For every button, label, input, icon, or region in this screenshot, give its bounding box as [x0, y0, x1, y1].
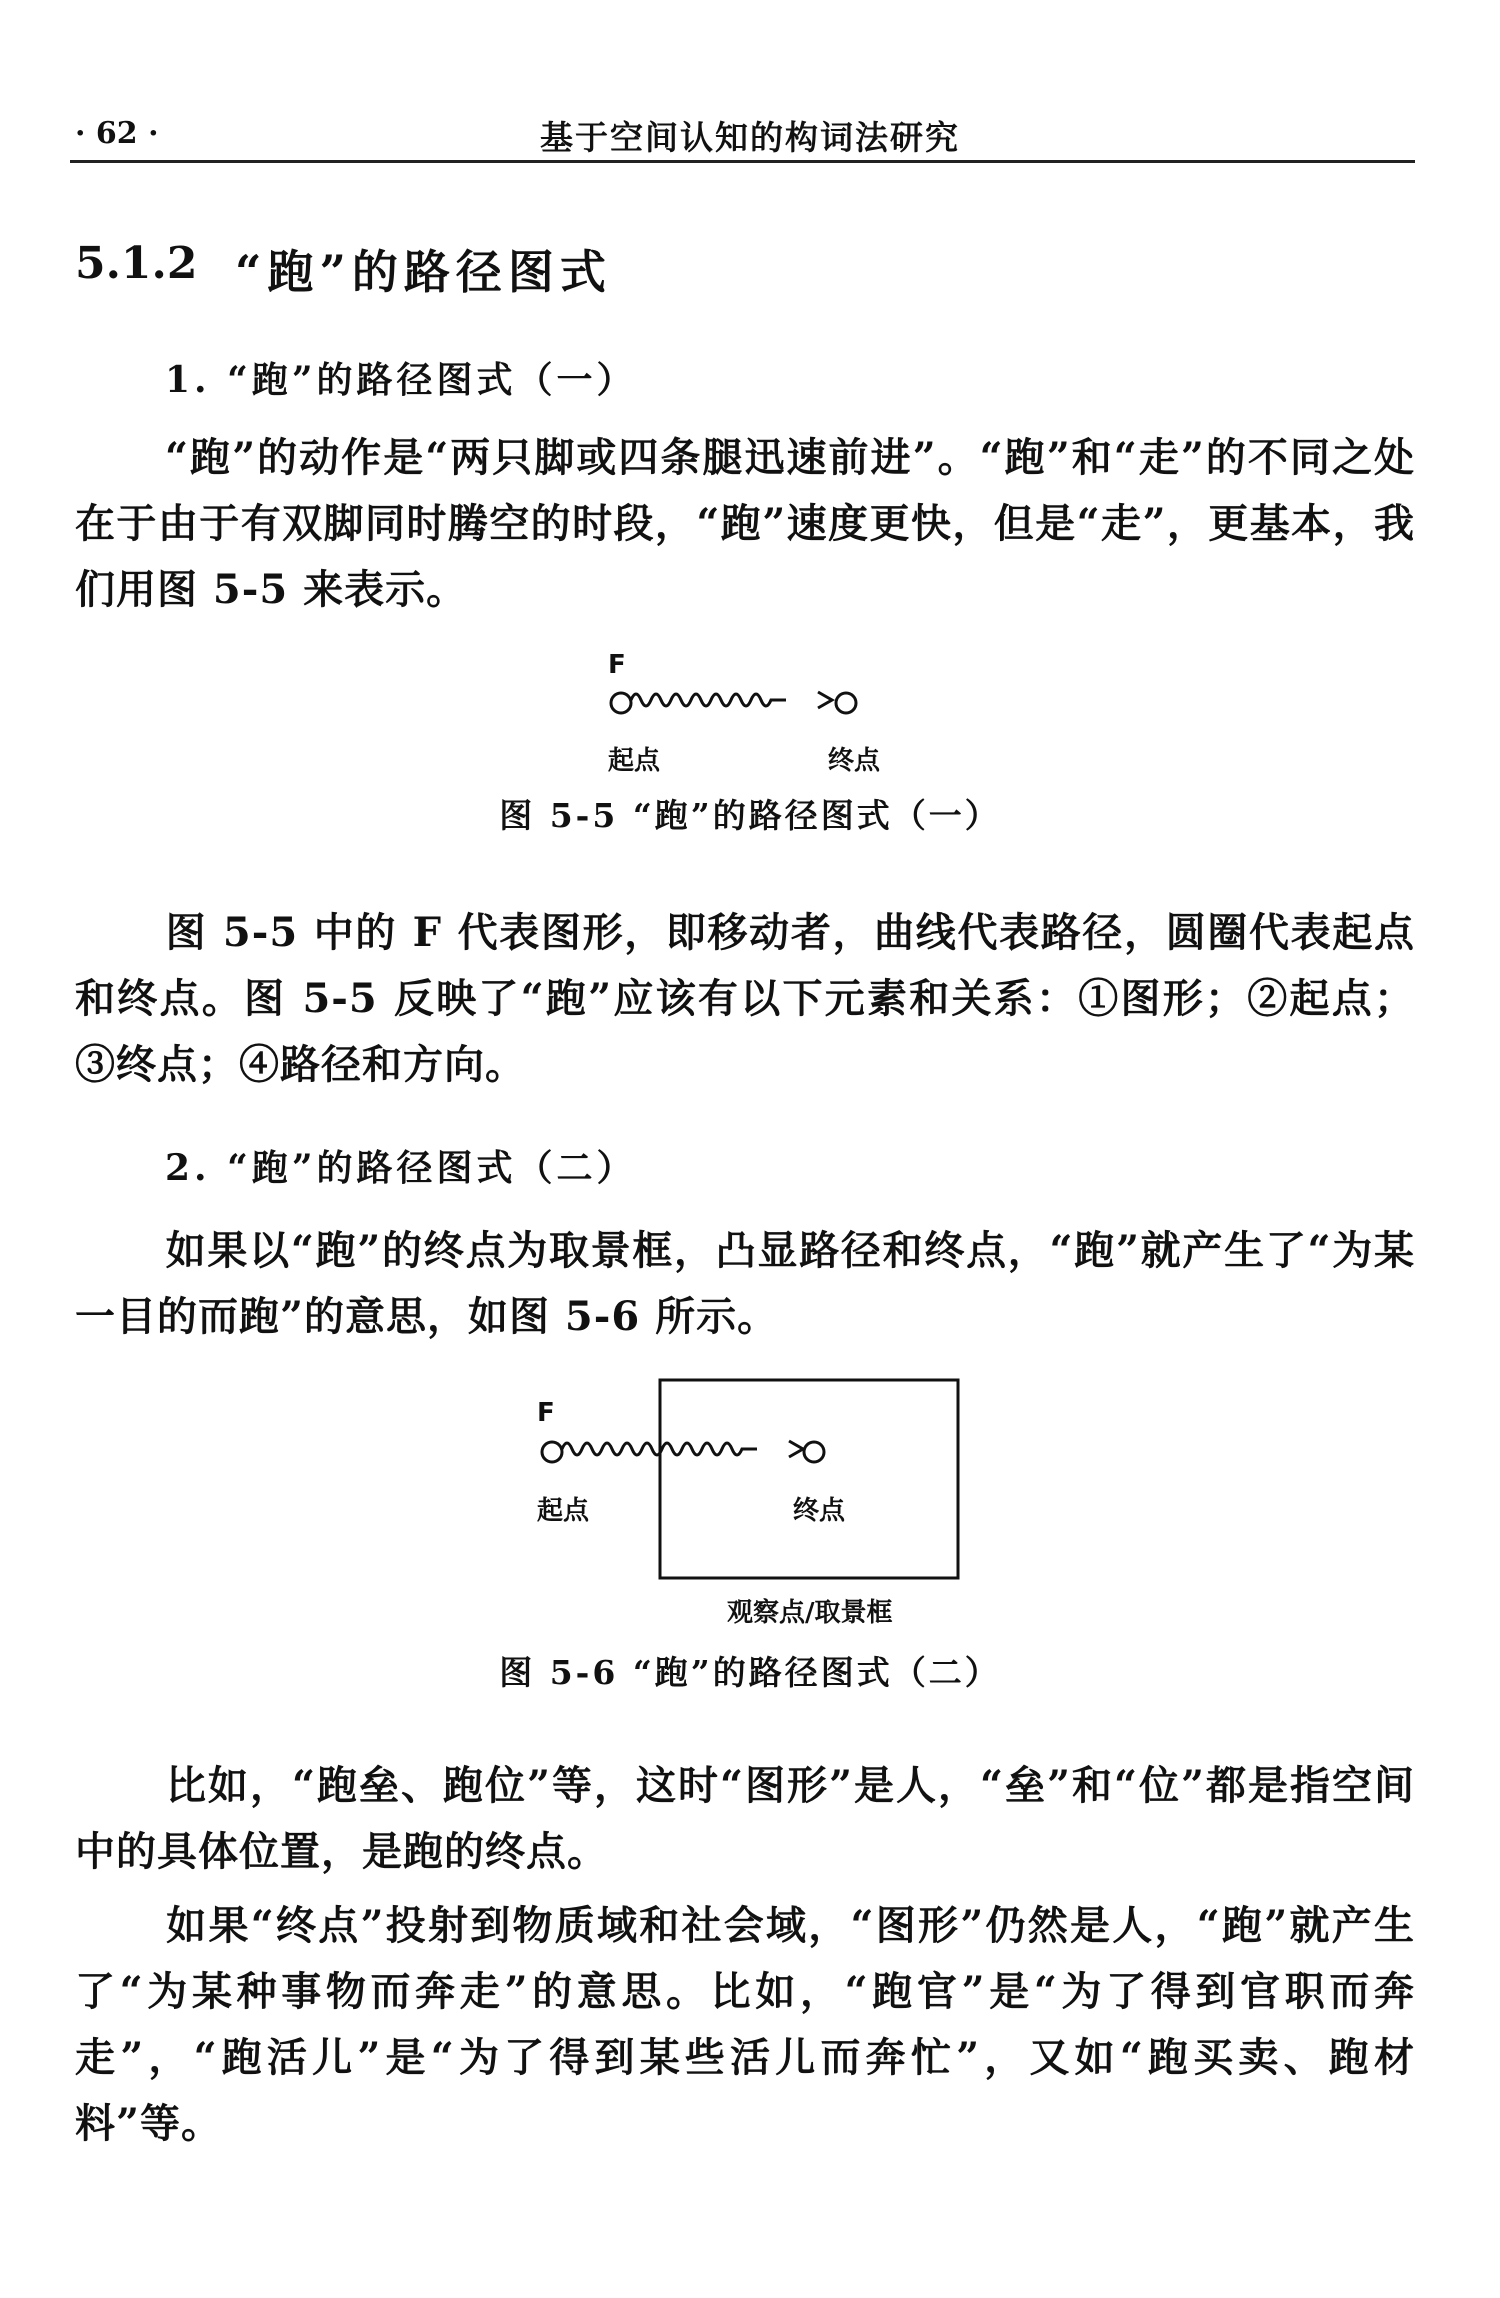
figure-2-start-circle: [542, 1442, 562, 1462]
paragraph-4: 比如，“跑垒、跑位”等，这时“图形”是人，“垒”和“位”都是指空间中的具体位置，是跑的终点。: [75, 1762, 1415, 1875]
figure-2-end-circle: [804, 1442, 824, 1462]
figure-2-start-label: 起点: [537, 1496, 590, 1526]
figure-1-end-label: 终点: [828, 746, 881, 776]
figure-2-arrowhead: [789, 1441, 803, 1457]
figure-2-end-label: 终点: [793, 1496, 846, 1526]
section-title: “跑”的路径图式: [235, 245, 612, 299]
subsection-2-title: 2. “跑”的路径图式（二）: [165, 1147, 637, 1189]
paragraph-3: 如果以“跑”的终点为取景框，凸显路径和终点，“跑”就产生了“为某一目的而跑”的意思，如图 5-6 所示。: [75, 1227, 1415, 1340]
paragraph-2: 图 5-5 中的 F 代表图形，即移动者，曲线代表路径，圆圈代表起点和终点。图 5-5 反映了“跑”应该有以下元素和关系：①图形；②起点；③终点；④路径和方向。: [75, 909, 1415, 1088]
paragraph-5: 如果“终点”投射到物质域和社会域，“图形”仍然是人，“跑”就产生了“为某种事物而奔走”的意思。比如，“跑官”是“为了得到官职而奔走”，“跑活儿”是“为了得到某些活儿而奔忙”，又如“跑买卖、跑材料”等。: [75, 1902, 1415, 2147]
page-number: · 62 ·: [75, 116, 159, 151]
book-title: 基于空间认知的构词法研究: [540, 118, 960, 157]
paragraph-1: “跑”的动作是“两只脚或四条腿迅速前进”。“跑”和“走”的不同之处在于由于有双脚同时腾空的时段，“跑”速度更快，但是“走”，更基本，我们用图 5-5 来表示。: [75, 434, 1415, 613]
figure-2-f-label: F: [537, 1398, 555, 1428]
subsection-1-title: 1. “跑”的路径图式（一）: [165, 359, 637, 401]
figure-5-6-caption: 图 5-6 “跑”的路径图式（二）: [499, 1653, 1001, 1692]
section-number: 5.1.2: [75, 238, 198, 289]
figure-5-5-caption: 图 5-5 “跑”的路径图式（一）: [499, 796, 1001, 835]
viewing-frame: [660, 1380, 958, 1578]
figure-1-start-label: 起点: [608, 746, 661, 776]
viewing-frame-label: 观察点/取景框: [727, 1598, 893, 1628]
figure-1-f-label: F: [608, 650, 626, 680]
